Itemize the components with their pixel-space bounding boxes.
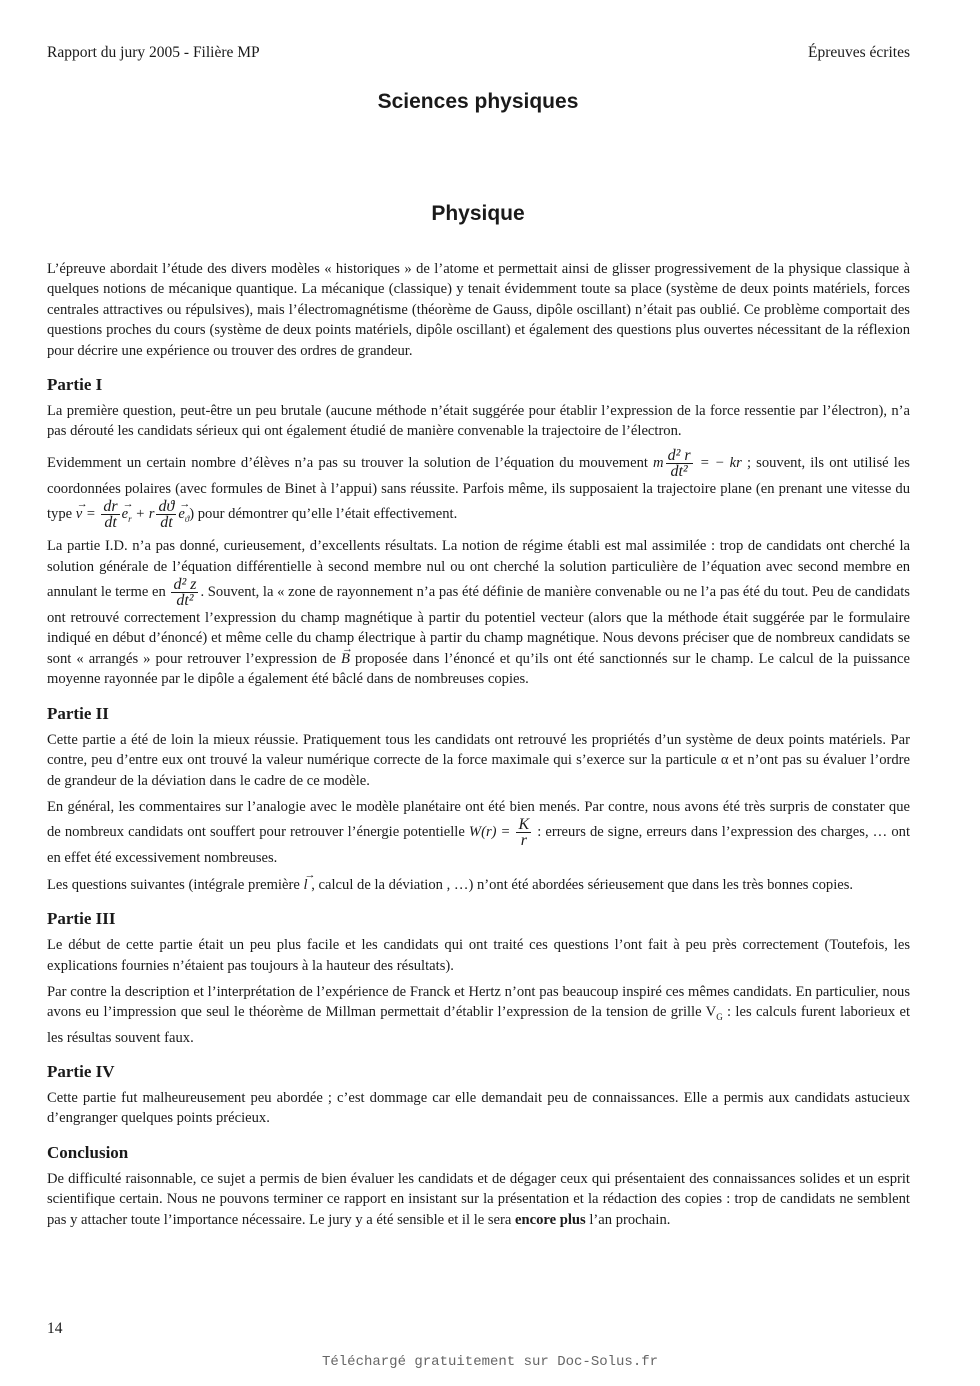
partie-1-paragraph-2	[47, 448, 910, 530]
document-title: Sciences physiques	[377, 90, 579, 113]
subscript: r	[128, 514, 132, 524]
partie-4-paragraph-1: Cette partie fut malheureusement peu abordée ; c’est dommage car elle demandait peu de connaissances. Elle a permis aux candidats astucieux d’engranger quelques points précieux.	[47, 1090, 910, 1127]
unit-vector-er: → e	[122, 504, 128, 524]
partie-1-paragraph-3	[47, 536, 910, 689]
subscript: G	[716, 1012, 723, 1023]
partie-1-text: . Souvent, la « zone de rayonnement n’a pas été définie de manière convenable ou ne l’a pas été du tout. Peu de candidats ont retrouvé correctement l’expression du champ magnétique à partir du potentiel vecteur (alors que la méthode était suggérée par le formulaire indiqué en début d’énoncé) et même celle du champ électrique à partir du champ magnétique. Nous devons préciser que de nombreux candidats se sont « arrangés » pour retrouver l’expression de	[47, 583, 910, 667]
eq-plus: + r	[131, 506, 155, 523]
eq-numerator: dr	[103, 498, 118, 516]
partie-1-text: proposée dans l’énoncé et qu’ils ont été sanctionnés sur le champ. Le calcul de la puissance moyenne rayonnée par le dipôle a également été bâclé dans de nombreuses copies.	[47, 650, 910, 688]
eq-numerator: K	[518, 816, 530, 834]
eq-numerator: dϑ	[158, 498, 175, 516]
eq-denominator: dt²	[670, 462, 688, 480]
conclusion-text: l’an prochain.	[585, 1211, 671, 1228]
equation-potential-energy	[468, 816, 533, 850]
running-header-left: Rapport du jury 2005 - Filière MP	[47, 44, 260, 61]
conclusion-text: De difficulté raisonnable, ce sujet a permis de bien évaluer les candidats et de dégager ceux qui présentaient des connaissances solides et un esprit scientifique certain. Nous ne pouvons terminer ce rapport en insistant sur la présentation et la rédaction des copies : trop de candidats ne semblent pas y attacher toute l’importance nécessaire. Le jury y a été sensible et il le sera	[47, 1170, 910, 1228]
eq-fraction	[171, 577, 198, 608]
vector-l: → l	[304, 875, 308, 895]
conclusion-emphasis: encore plus	[515, 1211, 586, 1228]
running-header-right: Épreuves écrites	[808, 44, 910, 61]
partie-2-heading: Partie II	[47, 703, 109, 723]
download-footer-note: Téléchargé gratuitement sur Doc-Solus.fr	[321, 1354, 659, 1370]
partie-2-paragraph-1: Cette partie a été de loin la mieux réussie. Pratiquement tous les candidats ont retrouvé les propriétés d’un système de deux points matériels. Par contre, peu d’entre eux ont trouvé la valeur numérique correcte de la force maximale qui s’exerce sur la particule α et n’ont pas su évaluer l’ordre de grandeur de la déviation dans le cadre de ce modèle.	[47, 731, 910, 789]
eq-numerator: d² z	[173, 576, 197, 594]
eq-denominator: r	[520, 832, 527, 850]
partie-1-text: ) pour démontrer qu’elle l’était effectivement.	[189, 506, 458, 523]
partie-1-text: ; souvent, ils ont utilisé les coordonnées polaires (avec formules de Binet à l’appui) sans réussite. Parfois même, ils supposaient la trajectoire plane (en prenant une vitesse du type	[47, 454, 910, 523]
eq-fraction	[156, 499, 176, 530]
eq-denominator: dt²	[176, 592, 194, 610]
partie-1-text: La partie I.D. n’a pas donné, curieusement, d’excellents résultats. La notion de régime établi est mal assimilée : trop de candidats ont cherché la solution générale de l’équation différentielle à second membre nul ou ont cherché la solution particulière de l’équation avec second membre en annulant le terme en	[47, 538, 910, 600]
section-title: Physique	[431, 202, 525, 225]
partie-1-paragraph-1: La première question, peut-être un peu brutale (aucune méthode n’était suggérée pour établir l’expression de la force ressentie par l’électron), n’a pas dérouté les candidats sérieux qui ont également étudié de manière convenable la trajectoire de l’électron.	[47, 403, 910, 440]
equation-motion	[653, 446, 742, 480]
eq-mass: m	[653, 454, 664, 471]
conclusion-heading: Conclusion	[47, 1142, 129, 1162]
subscript: ϑ	[184, 514, 190, 524]
unit-vector-etheta: → e	[178, 504, 184, 524]
partie-1-text: Evidemment un certain nombre d’élèves n’a pas su trouver la solution de l’équation du mouvement	[47, 454, 654, 471]
report-body	[47, 259, 910, 1236]
partie-2-text: , calcul de la déviation , …) n’ont été abordées sérieusement que dans les très bonnes copies.	[307, 876, 854, 893]
partie-3-heading: Partie III	[47, 909, 116, 929]
partie-2-text: En général, les commentaires sur l’analogie avec le modèle planétaire ont été bien menés. Par contre, nous avons été très surpris de constater que de nombreux candidats ont souffert pour retrouver l’énergie potentielle	[47, 798, 910, 841]
equation-velocity	[75, 498, 190, 532]
eq-lhs: W(r) =	[468, 824, 515, 841]
eq-rhs: = − kr	[699, 454, 742, 471]
eq-fraction	[101, 499, 119, 530]
intro-paragraph: L’épreuve abordait l’étude des divers modèles « historiques » de l’atome et permettait ainsi de glisser progressivement de la physique classique à quelques notions de mécanique quantique. La mécanique (classique) y tenait évidemment toute sa place (système de deux points matériels, forces centrales attractives ou répulsives), mais l’électromagnétisme (théorème de Gauss, dipôle oscillant) n’était pas oublié. Ce problème comportait des questions proches du cours (système de deux points matériels, dipôle oscillant) et également des questions plus ouvertes nécessitant de la réflexion pour décrire une expérience ou trouver des ordres de grandeur.	[47, 261, 910, 359]
partie-2-text: : erreurs de signe, erreurs dans l’expression des charges, … ont en effet été excessivement nombreuses.	[47, 824, 910, 867]
eq-equals: =	[82, 506, 100, 523]
vector-v: → v	[76, 504, 82, 524]
partie-2-paragraph-3	[47, 875, 910, 895]
page-number: 14	[47, 1320, 63, 1337]
partie-3-paragraph-1: Le début de cette partie était un peu plus facile et les candidats qui ont traité ces questions l’ont fait à peu près correctement (Toutefois, les explications fournies n’étaient pas toujours à la hauteur des résultats).	[47, 937, 910, 974]
partie-1-heading: Partie I	[47, 375, 103, 395]
eq-denominator: dt	[160, 514, 173, 532]
partie-2-paragraph-2	[47, 797, 910, 869]
partie-3-text: Par contre la description et l’interprétation de l’expérience de Franck et Hertz n’ont pas beaucoup inspiré ces mêmes candidats. En particulier, nous avons eu l’impression que seul le théorème de Millman permettait d’établir l’expression de la tension de grille V	[47, 983, 910, 1021]
eq-fraction	[516, 817, 531, 848]
eq-numerator: d² r	[667, 446, 691, 464]
conclusion-paragraph	[47, 1169, 910, 1230]
equation-d2z	[169, 576, 200, 610]
partie-4-heading: Partie IV	[47, 1062, 115, 1082]
vector-b: → B	[341, 649, 350, 669]
partie-3-paragraph-2	[47, 982, 910, 1048]
eq-denominator: dt	[104, 514, 117, 532]
partie-2-text: Les questions suivantes (intégrale première	[47, 876, 304, 893]
partie-3-text: : les calculs furent laborieux et les résultas souvent faux.	[47, 1004, 910, 1046]
eq-fraction	[666, 448, 693, 479]
